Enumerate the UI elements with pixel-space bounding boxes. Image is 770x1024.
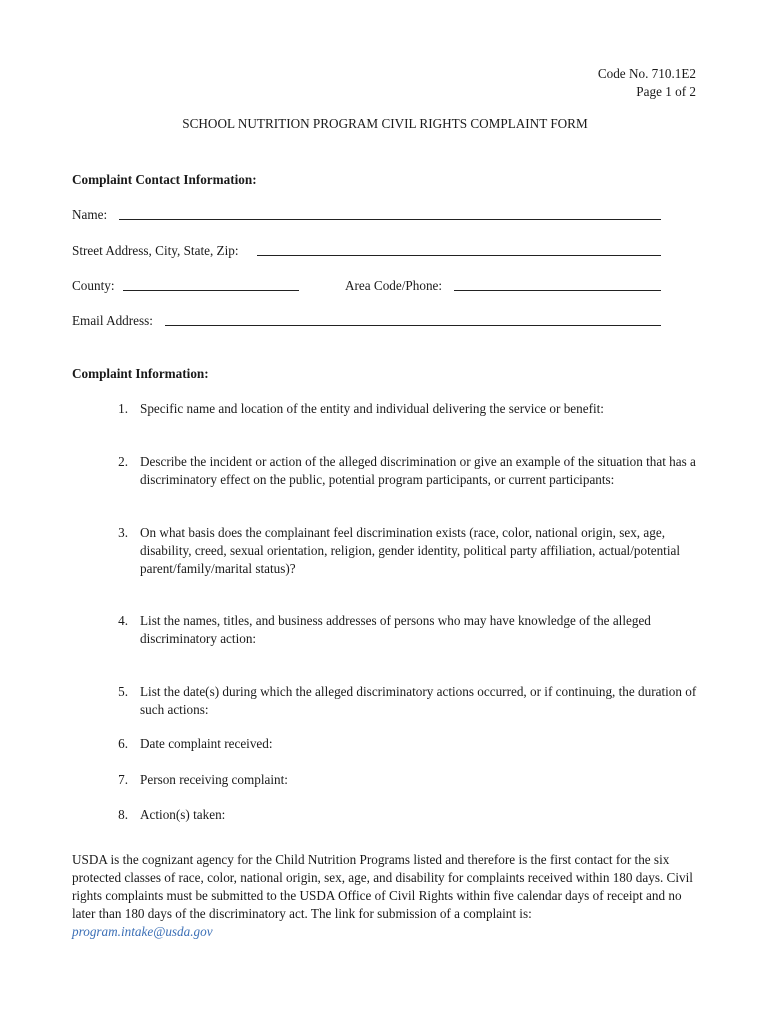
email-field[interactable] [165, 325, 661, 326]
name-label: Name: [72, 207, 108, 222]
question-text: On what basis does the complainant feel discrimination exists (race, color, national origin, sex, age, disability, creed, sexual orientation, religion, gender identity, political party affiliation, actual/potential parent/family/marital status)? [140, 525, 681, 576]
question-text: List the names, titles, and business addresses of persons who may have knowledge of the alleged discriminatory action: [140, 613, 651, 646]
usda-notice-text: USDA is the cognizant agency for the Child Nutrition Programs listed and therefore is the first contact for the six protected classes of race, color, national origin, sex, age, and disability for complaints received within 180 days. Civil rights complaints must be submitted to the USDA Office of Civil Rights within five calendar days of receipt and no later than 180 days of the discriminatory act. The link for submission of a complaint is: [72, 852, 693, 921]
usda-notice [72, 851, 700, 941]
address-field[interactable] [257, 255, 661, 256]
question-number: 4. [118, 613, 128, 628]
question-number: 2. [118, 454, 128, 469]
county-label: County: [72, 278, 115, 293]
question-text: Date complaint received: [140, 736, 273, 751]
complaint-heading: Complaint Information: [72, 366, 209, 381]
question-text: Specific name and location of the entity and individual delivering the service or benefit: [140, 401, 604, 416]
question-text: Action(s) taken: [140, 807, 226, 822]
question-text: List the date(s) during which the alleged discriminatory actions occurred, or if continuing, the duration of such actions: [140, 684, 697, 717]
form-title: SCHOOL NUTRITION PROGRAM CIVIL RIGHTS COMPLAINT FORM [182, 116, 588, 131]
question-number: 5. [118, 684, 128, 699]
contact-heading: Complaint Contact Information: [72, 172, 257, 187]
question-number: 3. [118, 525, 128, 540]
email-label: Email Address: [72, 313, 153, 328]
question-number: 6. [118, 736, 128, 751]
address-label: Street Address, City, State, Zip: [72, 243, 239, 258]
code-number: Code No. 710.1E2 [597, 66, 696, 81]
question-text: Describe the incident or action of the alleged discrimination or give an example of the situation that has a discriminatory effect on the public, potential program participants, or current participants: [140, 454, 696, 487]
question-text: Person receiving complaint: [140, 772, 288, 787]
question-number: 7. [118, 772, 128, 787]
page-number: Page 1 of 2 [636, 84, 696, 99]
question-number: 1. [118, 401, 128, 416]
question-number: 8. [118, 807, 128, 822]
name-field[interactable] [119, 219, 661, 220]
phone-field[interactable] [454, 290, 661, 291]
complaint-email-link[interactable]: program.intake@usda.gov [72, 924, 213, 939]
county-field[interactable] [123, 290, 299, 291]
phone-label: Area Code/Phone: [345, 278, 443, 293]
